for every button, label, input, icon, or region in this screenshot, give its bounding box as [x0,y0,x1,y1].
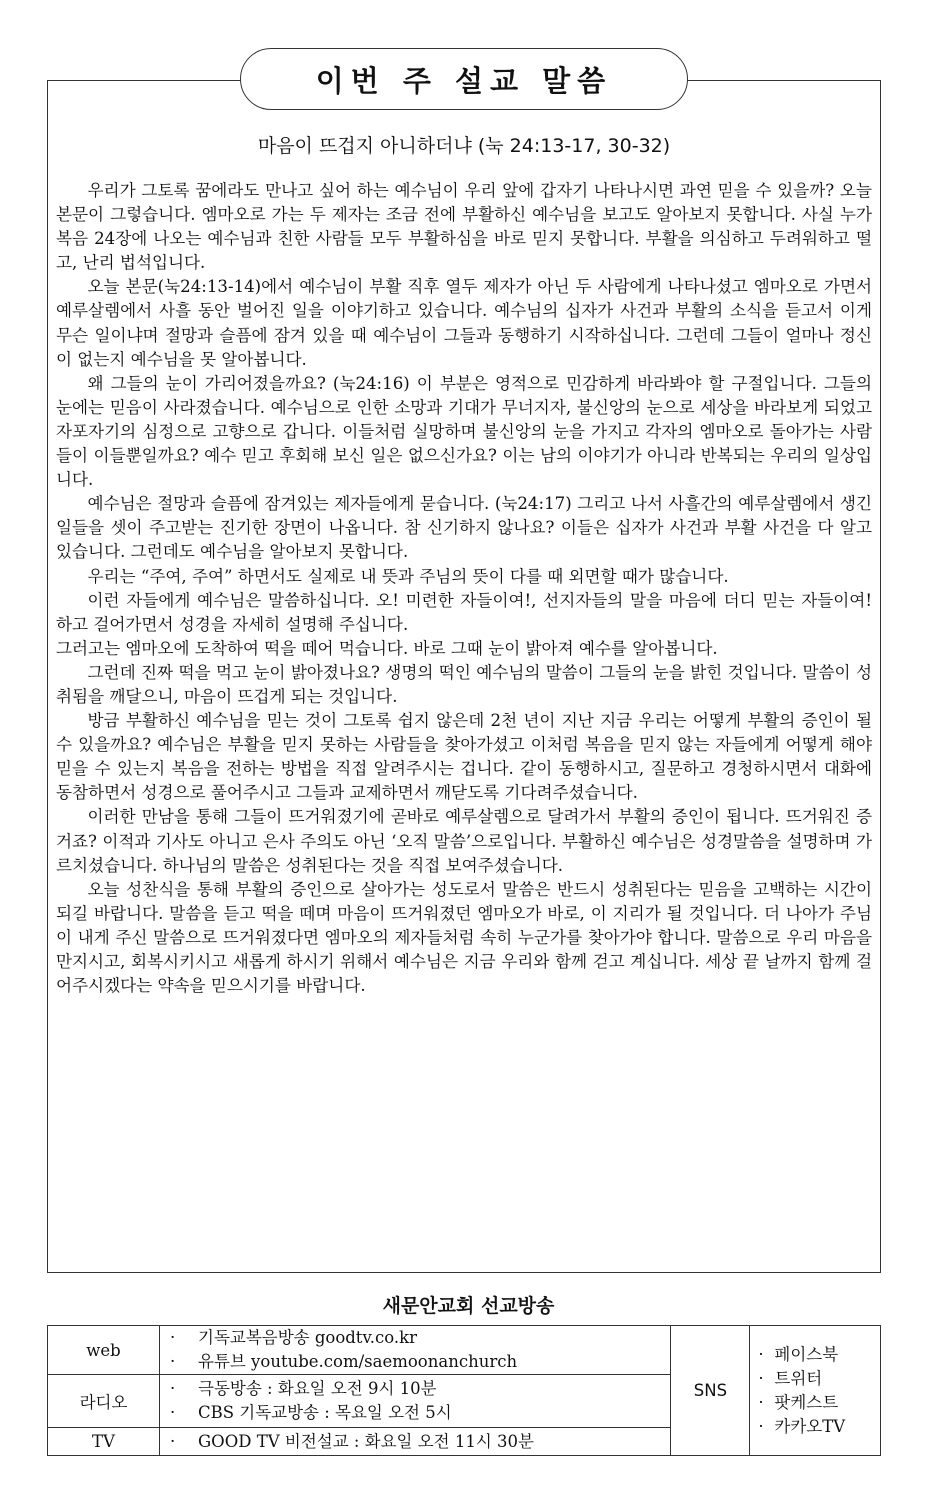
sns-items: · 페이스북 · 트위터 · 팟케스트 · 카카오TV [750,1326,881,1456]
list-item: 기독교복음방송 goodtv.co.kr [198,1328,418,1347]
list-item: 팟케스트 [774,1392,839,1412]
list-item: 페이스북 [774,1344,839,1364]
paragraph: 방금 부활하신 예수님을 믿는 것이 그토록 쉽지 않은데 2천 년이 지난 지금 우리는 어떻게 부활의 증인이 될 수 있을까요? 예수님은 부활을 믿지 못하는 사람들을 찾아가셨고 이처럼 복음을 믿지 않는 자들에게 어떻게 해야 믿을 수 있는지 복음을 전하는 방법을 직접 알려주시는 겁니다. 같이 동행하시고, 질문하고 경청하시면서 대화에 동참하면서 성경으로 풀어주시고 그들과 교제하면서 깨닫도록 기다려주셨습니다. [56,711,872,803]
table-row [48,1326,881,1375]
broadcast-title: 새문안교회 선교방송 [382,1295,555,1317]
paragraph: 우리가 그토록 꿈에라도 만나고 싶어 하는 예수님이 우리 앞에 갑자기 나타나시면 과연 믿을 수 있을까? 오늘 본문이 그렇습니다. 엠마오로 가는 두 제자는 조금 전에 부활하신 예수님을 보고도 알아보지 못합니다. 사실 누가복음 24장에 나오는 예수님과 친한 사람들 모두 부활하심을 바로 믿지 못합니다. 부활을 의심하고 두려워하고 떨고, 난리 법석입니다. [56,181,872,273]
page-title: 이번 주 설교 말씀 [240,48,688,110]
paragraph: 그런데 진짜 떡을 먹고 눈이 밝아졌나요? 생명의 떡인 예수님의 말씀이 그들의 눈을 밝힌 것입니다. 말씀이 성취됨을 깨달으니, 마음이 뜨겁게 되는 것입니다. [56,662,872,706]
paragraph: 이런 자들에게 예수님은 말씀하십니다. 오! 미련한 자들이여!, 선지자들의 말을 마음에 더디 믿는 자들이여! 하고 걸어가면서 성경을 자세히 설명해 주십니다. [56,590,872,634]
sns-label: SNS [671,1326,750,1456]
row-label-tv: TV [48,1428,160,1456]
paragraph: 그러고는 엠마오에 도착하여 떡을 떼어 먹습니다. 바로 그때 눈이 밝아져 예수를 알아봅니다. [56,638,718,658]
paragraph: 우리는 “주여, 주여” 하면서도 실제로 내 뜻과 주님의 뜻이 다를 때 외면할 때가 많습니다. [87,566,729,586]
sermon-subtitle: 마음이 뜨겁지 아니하더냐 (눅 24:13-17, 30-32) [257,135,671,157]
paragraph: 오늘 성찬식을 통해 부활의 증인으로 살아가는 성도로서 말씀은 반드시 성취된다는 믿음을 고백하는 시간이 되길 바랍니다. 말씀을 듣고 떡을 떼며 마음이 뜨거워졌던 엠마오가 바로, 이 지리가 될 것입니다. 더 나아가 주님이 내게 주신 말씀으로 뜨거워졌다면 엠마오의 제자들처럼 속히 누군가를 찾아가야 합니다. 말씀으로 우리 마음을 만지시고, 회복시키시고 새롭게 하시기 위해서 예수님은 지금 우리와 함께 걷고 계십니다. 세상 끝 날까지 함께 걸어주시겠다는 약속을 믿으시기를 바랍니다. [56,879,872,996]
list-item: GOOD TV 비전설교 : 화요일 오전 11시 30분 [198,1431,534,1451]
paragraph: 오늘 본문(눅24:13-14)에서 예수님이 부활 직후 열두 제자가 아닌 두 사람에게 나타나셨고 엠마오로 가면서 예루살렘에서 사흘 동안 벌어진 일을 이야기하고 있습니다. 예수님의 십자가 사건과 부활의 소식을 듣고서 이게 무슨 일이냐며 절망과 슬픔에 잠겨 있을 때 예수님이 그들과 동행하기 시작하십니다. 그런데 그들이 얼마나 정신이 없는지 예수님을 못 알아봅니다. [56,277,872,369]
web-items: · 기독교복음방송 goodtv.co.kr · 유튜브 youtube.com/saemoonanchurch [160,1326,671,1375]
radio-items: · 극동방송 : 화요일 오전 9시 10분 · CBS 기독교방송 : 목요일 오전 5시 [160,1375,671,1428]
tv-items: · GOOD TV 비전설교 : 화요일 오전 11시 30분 [160,1428,671,1456]
broadcast-table [47,1325,881,1456]
list-item: 트위터 [774,1368,823,1388]
row-label-radio: 라디오 [48,1375,160,1428]
paragraph: 이러한 만남을 통해 그들이 뜨거워졌기에 곧바로 예루살렘으로 달려가서 부활의 증인이 됩니다. 뜨거워진 증거죠? 이적과 기사도 아니고 은사 주의도 아닌 ‘오직 말씀’으로입니다. 부활하신 예수님은 성경말씀을 설명하며 가르치셨습니다. 하나님의 말씀은 성취된다는 것을 직접 보여주셨습니다. [56,807,872,875]
list-item: 극동방송 : 화요일 오전 9시 10분 [198,1379,437,1398]
sermon-body [56,179,872,998]
list-item: 카카오TV [774,1416,846,1436]
paragraph: 왜 그들의 눈이 가리어졌을까요? (눅24:16) 이 부분은 영적으로 민감하게 바라봐야 할 구절입니다. 그들의 눈에는 믿음이 사라졌습니다. 예수님으로 인한 소망과 기대가 무너지자, 불신앙의 눈으로 세상을 바라보게 되었고 자포자기의 심정으로 고향으로 갑니다. 이들처럼 실망하며 불신앙의 눈을 가지고 각자의 엠마오로 돌아가는 사람들이 이들뿐일까요? 예수 믿고 후회해 보신 일은 없으신가요? 이는 남의 이야기가 아니라 반복되는 우리의 일상입니다. [56,373,872,490]
list-item: CBS 기독교방송 : 목요일 오전 5시 [198,1403,452,1422]
sermon-box [47,80,881,1273]
row-label-web: web [48,1326,160,1375]
list-item: 유튜브 youtube.com/saemoonanchurch [198,1352,518,1371]
paragraph: 예수님은 절망과 슬픔에 잠겨있는 제자들에게 묻습니다. (눅24:17) 그리고 나서 사흘간의 예루살렘에서 생긴 일들을 셋이 주고받는 진기한 장면이 나옵니다. 참 신기하지 않나요? 이들은 십자가 사건과 부활 사건을 다 알고 있습니다. 그런데도 예수님을 알아보지 못합니다. [56,494,872,562]
